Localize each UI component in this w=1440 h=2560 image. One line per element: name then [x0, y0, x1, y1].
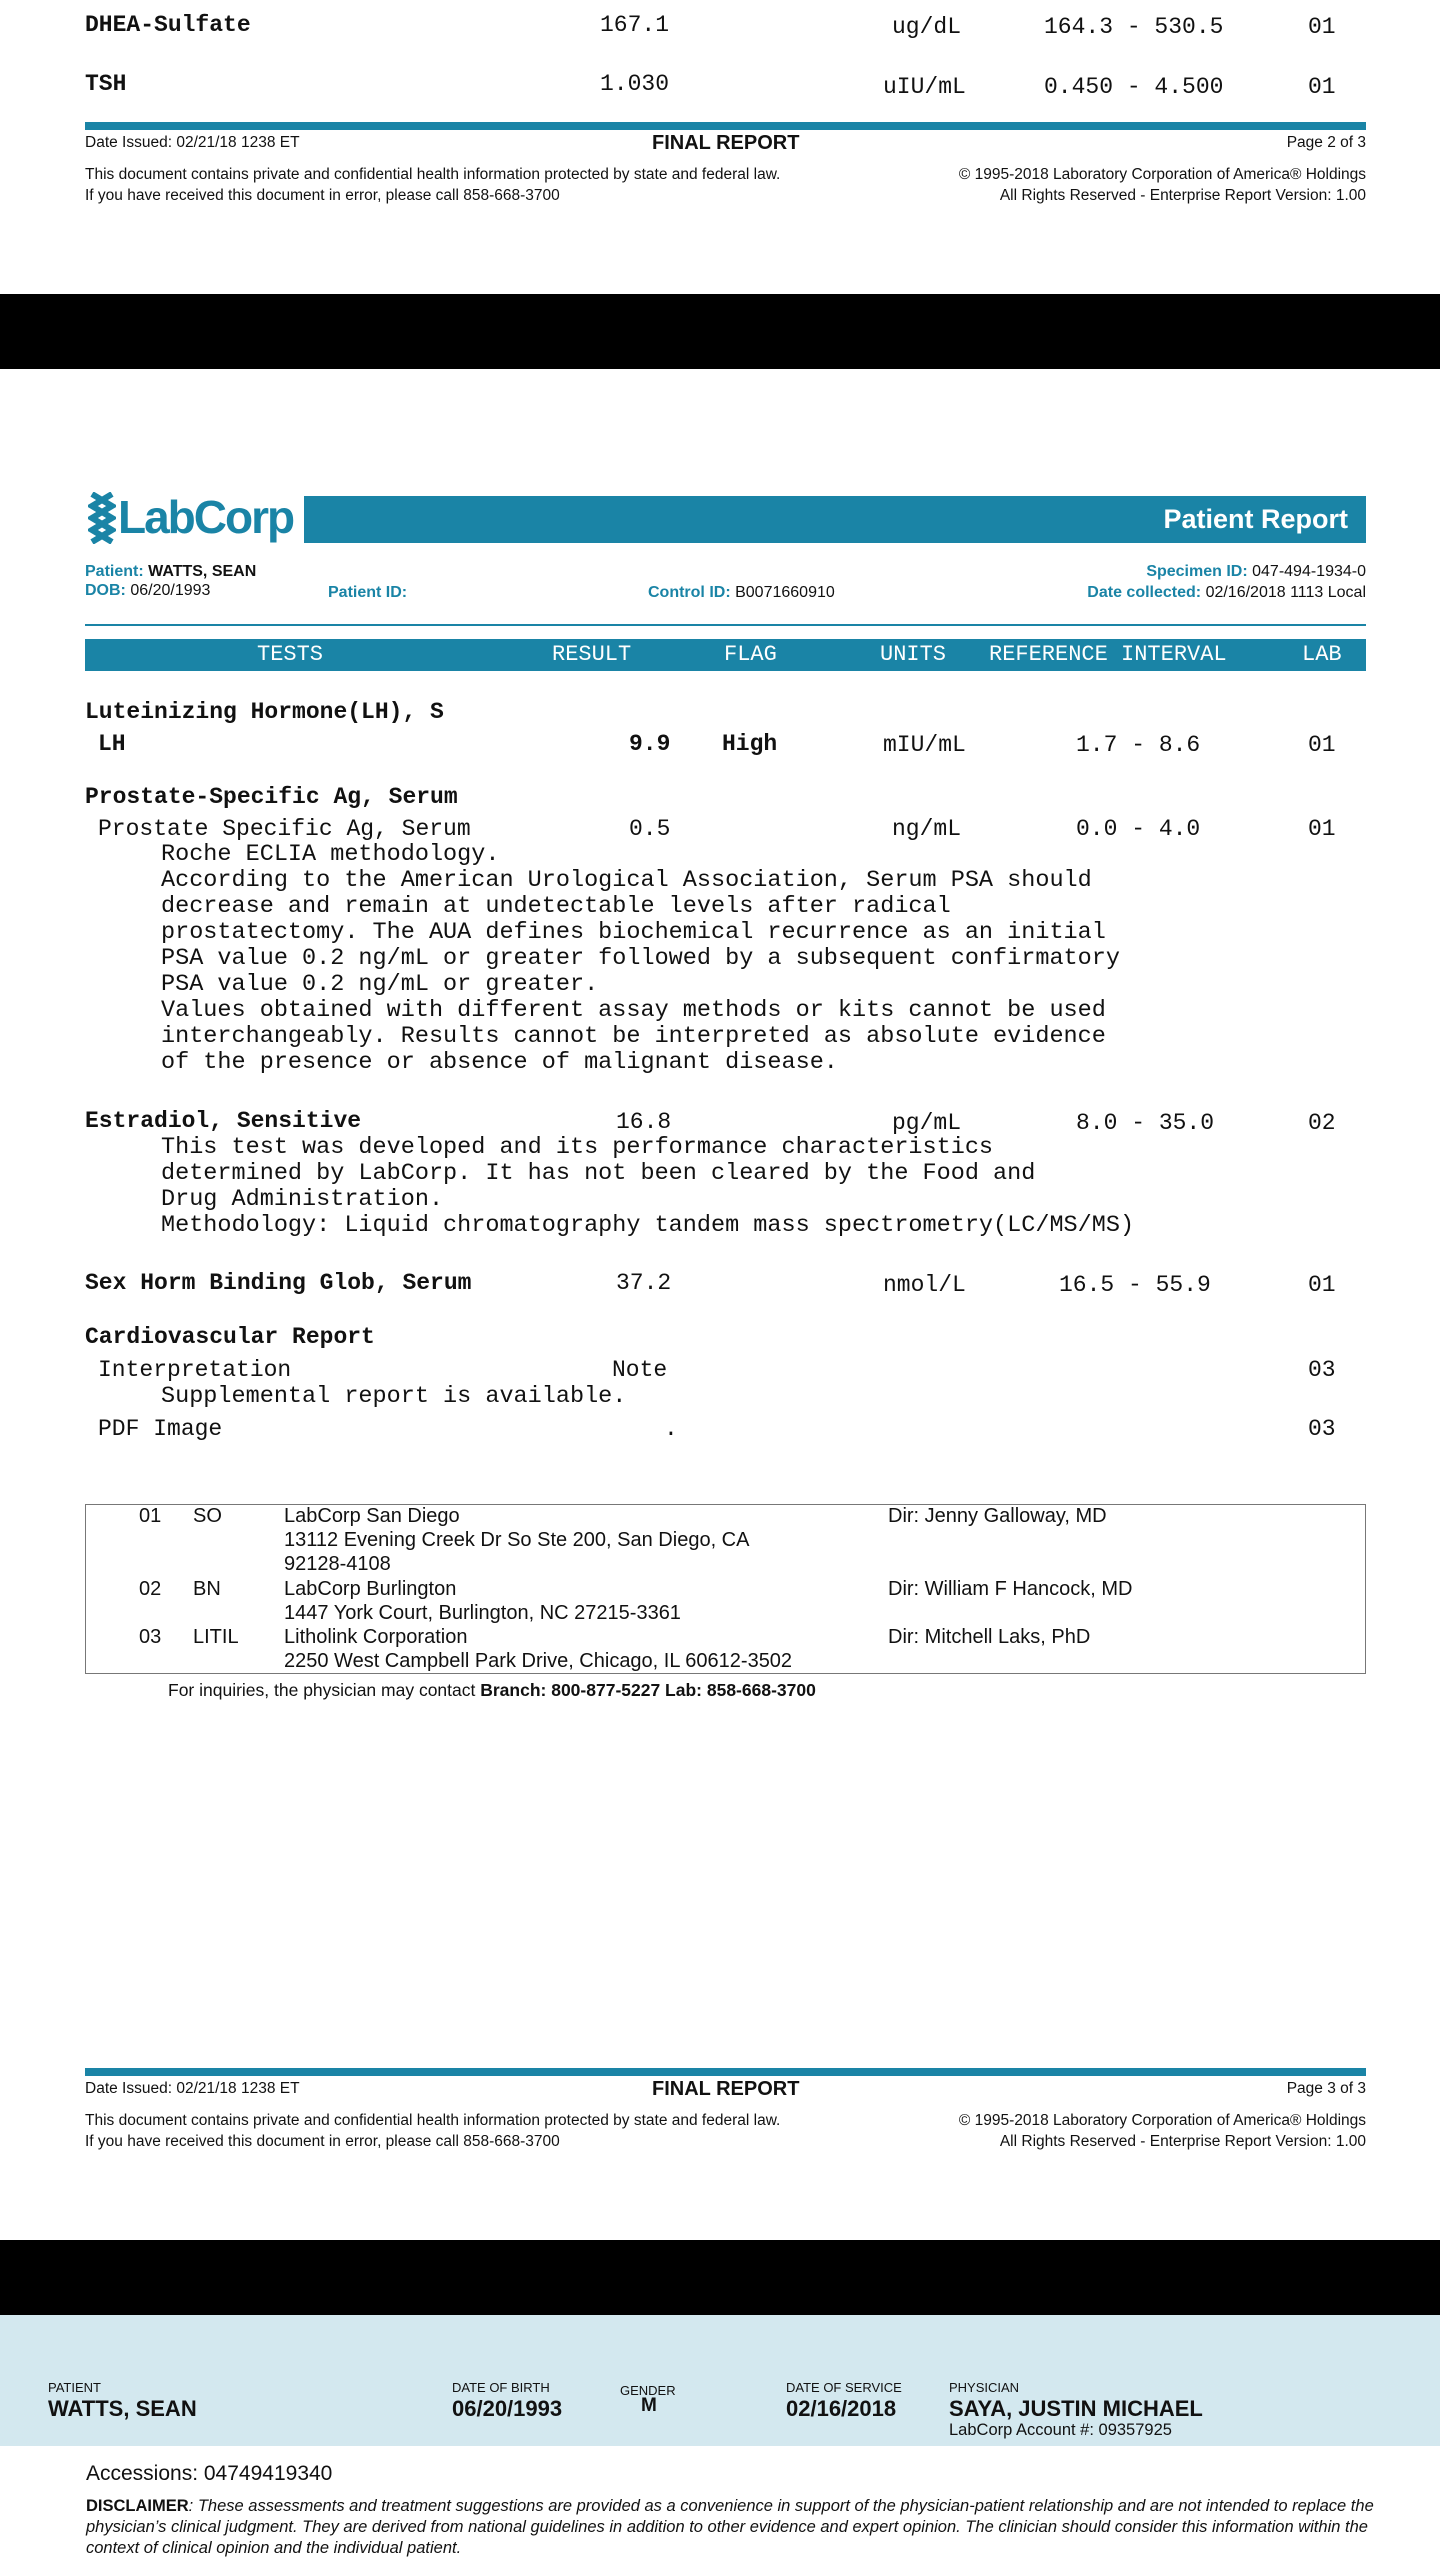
lab-director: Dir: Jenny Galloway, MD	[888, 1505, 1107, 1527]
dna-icon	[88, 492, 116, 544]
lab-abbr: SO	[193, 1505, 222, 1527]
dob-label: DATE OF BIRTH	[452, 2380, 550, 2395]
confidential-notice: This document contains private and confidential health information protected by state and federal law.	[85, 2112, 781, 2129]
col-lab: LAB	[1302, 642, 1342, 667]
lab-abbr: LITIL	[193, 1626, 239, 1648]
disclaimer: DISCLAIMER: These assessments and treatment suggestions are provided as a convenience in support of the physician-patient relationship and are not intended to replace the physician’s clinical judgment. They are derived from national guidelines in addition to other evidence and expert opinion. The clinician should consider this information within the context of clinical opinion and the individual patient.	[86, 2497, 1374, 2557]
col-reference: REFERENCE INTERVAL	[989, 642, 1227, 667]
lab-name: LabCorp Burlington	[284, 1578, 457, 1600]
test-name: TSH	[85, 71, 127, 97]
footer-divider	[85, 122, 1366, 130]
lab-director: Dir: William F Hancock, MD	[888, 1578, 1133, 1600]
patient-name: Patient: WATTS, SEAN	[85, 563, 257, 580]
lab-name: LabCorp San Diego	[284, 1505, 460, 1527]
physician-name: SAYA, JUSTIN MICHAEL	[949, 2396, 1203, 2421]
test-lab: 03	[1308, 1357, 1336, 1383]
gender-label: GENDER	[620, 2383, 676, 2398]
test-name: Estradiol, Sensitive	[85, 1108, 362, 1134]
labcorp-logo	[88, 490, 298, 546]
test-lab: 01	[1308, 1272, 1336, 1298]
lab-address: 92128-4108	[284, 1553, 391, 1575]
test-result: 9.9	[629, 731, 671, 757]
comment-line: Roche ECLIA methodology.	[161, 841, 500, 868]
test-result: 1.030	[600, 71, 670, 97]
specimen-id: Specimen ID: 047-494-1934-0	[1146, 563, 1366, 580]
date-issued: Date Issued: 02/21/18 1238 ET	[85, 134, 300, 151]
date-collected: Date collected: 02/16/2018 1113 Local	[1087, 584, 1366, 601]
lab-name: Litholink Corporation	[284, 1626, 468, 1648]
lab-code: 03	[139, 1626, 162, 1648]
logo-text: LabCorp	[118, 491, 294, 543]
lab-director: Dir: Mitchell Laks, PhD	[888, 1626, 1091, 1648]
accessions: Accessions: 04749419340	[86, 2462, 333, 2485]
flag-high: High	[722, 731, 778, 757]
account-number: LabCorp Account #: 09357925	[949, 2421, 1172, 2439]
comment-line: PSA value 0.2 ng/mL or greater followed by a subsequent confirmatory	[161, 945, 1120, 972]
comment-line: prostatectomy. The AUA defines biochemical recurrence as an initial	[161, 919, 1106, 946]
test-group-title: Luteinizing Hormone(LH), S	[85, 699, 444, 725]
inquiries-line: For inquiries, the physician may contact Branch: 800-877-5227 Lab: 858-668-3700	[168, 1680, 816, 1700]
report-status: FINAL REPORT	[652, 132, 800, 154]
comment-line: Drug Administration.	[161, 1186, 444, 1213]
test-units: ug/dL	[892, 14, 962, 40]
column-header-bar	[85, 639, 1366, 671]
lab-code: 02	[139, 1578, 162, 1600]
comment-line: of the presence or absence of malignant disease.	[161, 1049, 838, 1076]
header-divider	[85, 624, 1366, 626]
lab-address: 13112 Evening Creek Dr So Ste 200, San Diego, CA	[284, 1529, 750, 1551]
lab-code: 01	[139, 1505, 162, 1527]
test-lab: 01	[1308, 732, 1336, 758]
footer-divider	[85, 2068, 1366, 2076]
test-result: Note	[612, 1357, 668, 1383]
patient-name: WATTS, SEAN	[48, 2396, 197, 2421]
col-tests: TESTS	[257, 642, 324, 667]
test-reference: 0.450 - 4.500	[1044, 74, 1224, 100]
test-reference: 1.7 - 8.6	[1076, 732, 1201, 758]
error-notice: If you have received this document in error, please call 858-668-3700	[85, 2133, 560, 2150]
page-number: Page 3 of 3	[1286, 2080, 1366, 2097]
test-result: 0.5	[629, 816, 671, 842]
page-separator	[0, 294, 1440, 369]
test-units: pg/mL	[892, 1110, 962, 1136]
dob-value: 06/20/1993	[452, 2396, 563, 2421]
comment-line: determined by LabCorp. It has not been cleared by the Food and	[161, 1160, 1036, 1187]
error-notice: If you have received this document in error, please call 858-668-3700	[85, 187, 560, 204]
lab-address: 2250 West Campbell Park Drive, Chicago, IL 60612-3502	[284, 1650, 793, 1672]
test-lab: 03	[1308, 1416, 1336, 1442]
test-name: Prostate Specific Ag, Serum	[98, 816, 471, 842]
patient-label: PATIENT	[48, 2380, 101, 2395]
report-status: FINAL REPORT	[652, 2078, 800, 2100]
test-units: ng/mL	[892, 816, 962, 842]
test-result: 16.8	[616, 1109, 672, 1135]
test-name: Interpretation	[98, 1357, 292, 1383]
test-units: mIU/mL	[883, 732, 966, 758]
test-reference: 8.0 - 35.0	[1076, 1110, 1215, 1136]
test-lab: 01	[1308, 14, 1336, 40]
rights-notice: All Rights Reserved - Enterprise Report Version: 1.00	[999, 2133, 1366, 2150]
page-separator	[0, 2240, 1440, 2315]
test-group-title: Prostate-Specific Ag, Serum	[85, 784, 458, 810]
comment-line: Methodology: Liquid chromatography tandem mass spectrometry(LC/MS/MS)	[161, 1212, 1135, 1239]
comment-line: This test was developed and its performance characteristics	[161, 1134, 994, 1161]
test-group-title: Cardiovascular Report	[85, 1324, 375, 1350]
confidential-notice: This document contains private and confidential health information protected by state and federal law.	[85, 166, 781, 183]
dos-label: DATE OF SERVICE	[786, 2380, 902, 2395]
page-number: Page 2 of 3	[1286, 134, 1366, 151]
test-name: LH	[98, 731, 126, 757]
test-name: Sex Horm Binding Glob, Serum	[85, 1270, 472, 1296]
test-result: 167.1	[600, 12, 670, 38]
comment-line: PSA value 0.2 ng/mL or greater.	[161, 971, 599, 998]
col-result: RESULT	[552, 642, 632, 667]
test-units: uIU/mL	[883, 74, 966, 100]
comment-line: interchangeably. Results cannot be interpreted as absolute evidence	[161, 1023, 1106, 1050]
lab-abbr: BN	[193, 1578, 221, 1600]
copyright: © 1995-2018 Laboratory Corporation of America® Holdings	[958, 166, 1366, 183]
test-lab: 01	[1308, 74, 1336, 100]
test-name: DHEA-Sulfate	[85, 12, 251, 38]
test-result: .	[664, 1416, 678, 1442]
col-flag: FLAG	[724, 642, 777, 667]
rights-notice: All Rights Reserved - Enterprise Report Version: 1.00	[999, 187, 1366, 204]
comment-line: Supplemental report is available.	[161, 1383, 627, 1410]
test-reference: 16.5 - 55.9	[1059, 1272, 1211, 1298]
test-name: PDF Image	[98, 1416, 223, 1442]
test-reference: 0.0 - 4.0	[1076, 816, 1201, 842]
dos-value: 02/16/2018	[786, 2396, 897, 2421]
test-lab: 02	[1308, 1110, 1336, 1136]
physician-label: PHYSICIAN	[949, 2380, 1020, 2395]
report-title-bar	[304, 496, 1366, 543]
lab-address: 1447 York Court, Burlington, NC 27215-3361	[284, 1602, 681, 1624]
test-lab: 01	[1308, 816, 1336, 842]
comment-line: According to the American Urological Association, Serum PSA should	[161, 867, 1092, 894]
col-units: UNITS	[880, 642, 947, 667]
test-units: nmol/L	[883, 1272, 966, 1298]
patient-dob: DOB: 06/20/1993	[85, 582, 211, 599]
test-result: 37.2	[616, 1270, 672, 1296]
comment-line: decrease and remain at undetectable levels after radical	[161, 893, 951, 920]
copyright: © 1995-2018 Laboratory Corporation of America® Holdings	[958, 2112, 1366, 2129]
date-issued: Date Issued: 02/21/18 1238 ET	[85, 2080, 300, 2097]
patient-summary-band	[0, 2315, 1440, 2446]
report-title: Patient Report	[1163, 504, 1348, 534]
test-reference: 164.3 - 530.5	[1044, 14, 1224, 40]
control-id: Control ID: B0071660910	[648, 584, 835, 601]
gender-value: M	[641, 2395, 657, 2416]
comment-line: Values obtained with different assay methods or kits cannot be used	[161, 997, 1106, 1024]
patient-id-label: Patient ID:	[328, 584, 408, 601]
